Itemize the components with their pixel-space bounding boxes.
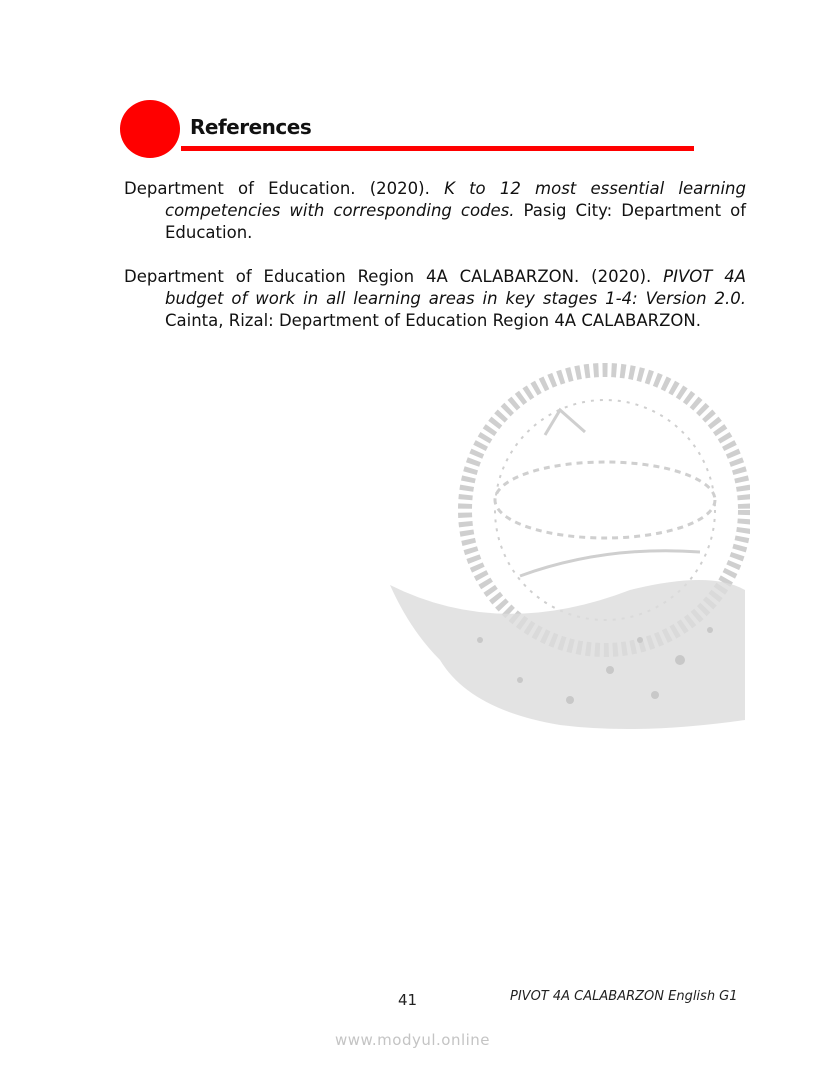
deped-seal-watermark-icon (380, 340, 750, 740)
reference-title: K to 12 most essential learning competencies with corresponding codes. (165, 179, 746, 220)
page-number: 41 (398, 991, 418, 1009)
reference-author-year: Department of Education. (2020). (124, 179, 445, 198)
references-header (120, 100, 700, 160)
footer-title: PIVOT 4A CALABARZON English G1 (510, 989, 738, 1004)
reference-publisher: Pasig City: Department of Education. (165, 201, 747, 242)
reference-author-year: Department of Education Region 4A CALABARZON. (2020). (124, 267, 664, 286)
reference-entry (124, 178, 746, 244)
page-title: References (190, 115, 312, 139)
reference-publisher: Cainta, Rizal: Department of Education Region 4A CALABARZON. (165, 311, 701, 330)
reference-title: PIVOT 4A budget of work in all learning areas in key stages 1-4: Version 2.0. (165, 267, 747, 308)
red-circle-icon (120, 100, 180, 158)
site-watermark: www.modyul.online (334, 1031, 491, 1049)
references-list (124, 178, 746, 354)
reference-entry (124, 266, 746, 332)
title-underline (181, 146, 694, 151)
